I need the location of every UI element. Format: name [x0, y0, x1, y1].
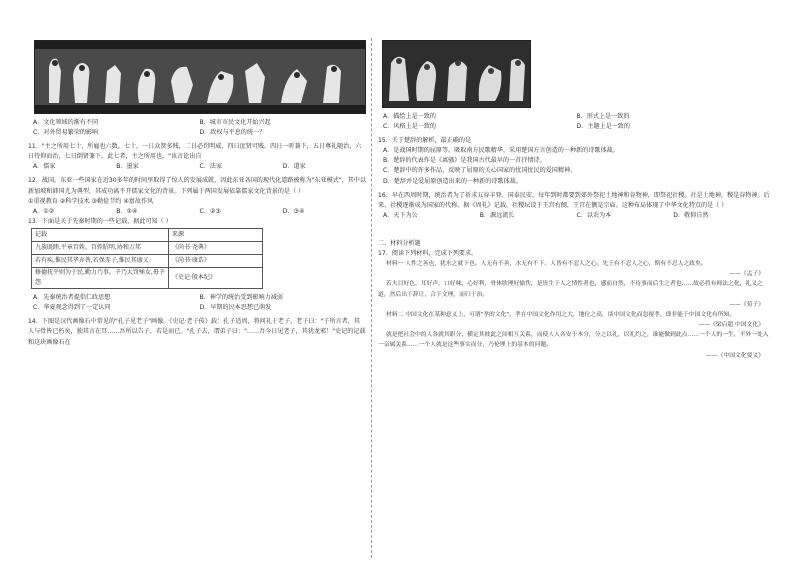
- q12-options: [28, 207, 366, 217]
- table-cell-record: 九族既睦,平章百姓。百姓昭明,协和万邦: [32, 241, 169, 254]
- table-header-source: 来源: [169, 228, 263, 241]
- table-cell-source: 《史记·殷本纪》: [169, 267, 263, 288]
- q12-option-c[interactable]: C．②③: [199, 207, 221, 215]
- q12-option-b[interactable]: B．①④: [116, 207, 138, 215]
- q17-material-1: 材料一 人性之善也，犹水之就下也。人无有不善，水无有不下。人皆有不忍人之心。先王有不忍人之心，斯有不忍人之政矣。: [386, 261, 707, 268]
- q10-options: [28, 118, 366, 138]
- table-header-row: [32, 228, 263, 241]
- table-cell-source: 《尚书·尧典》: [169, 241, 263, 254]
- q10-option-d[interactable]: D．政权与平息的统一？: [199, 129, 266, 137]
- q15-option-b[interactable]: B．楚辞的代表作是《离骚》是我国古代最早的一首抒情诗。: [383, 157, 546, 165]
- q11-options: [28, 162, 366, 172]
- right-column: [378, 40, 770, 361]
- relief-figures-graphic: [35, 41, 365, 113]
- q12-option-d[interactable]: D．③④: [282, 207, 305, 215]
- q13-table: [31, 228, 263, 289]
- q17-source-4: ——《中国文化要义》: [706, 352, 764, 359]
- q16-options: [378, 211, 770, 221]
- q14-stem: 14．下图是汉代画像石中常见的"孔子见老子"画像。《史记·老子传》载：孔子适周，将问礼于老子，老子曰："子所言者，其人与骨皆已朽矣，独其言在耳……吾所以告子，若是而已。"孔子去，谓弟子曰："……吾今日见老子，其犹龙邪！"史记的记载和这块画像石在: [28, 318, 366, 346]
- q17-material-2b: 就是把社会中的人各就其职分，横定其彼此之间相互关系，而使人人各安于本分，分之以礼，以礼约之，谁能做到此点……一个人的一生，不外一处入一亲属关系……一个人就是这些事实而分，乃伦理上的基本的问题。: [378, 332, 769, 349]
- q15-option-d[interactable]: D．楚辞并是爱屈原创造出来的一种新的诗歌体裁。: [383, 177, 522, 185]
- q16-option-b[interactable]: B．源远流长: [479, 211, 515, 219]
- table-cell-record: 若有疾,惟民其毕弃咎,若保赤子,惟民其康乂: [32, 254, 169, 267]
- q17-source-2: ——《荀子》: [729, 301, 764, 308]
- q15-option-c[interactable]: C．楚辞中的许多作品，反映了屈原的关心国家的忧国忧民的爱国精神。: [383, 167, 577, 175]
- q14-options: [378, 112, 770, 132]
- q16-option-c[interactable]: C．以农为本: [576, 211, 612, 219]
- table-row: [32, 254, 263, 267]
- q16-stem: 16．早在西周时期，统治者为了祈求五谷丰登、国泰民安，每年到时都要到郊外祭祀土地神和谷物神，即祭祀社稷。社是土地神，稷是谷物神。后来，社稷逐渐成为国家的代称。据《周礼》记载，社稷坛设于王宫右侧，王宫在侧是宗庙。这种布局体现了中华文化特点的是（ ）: [378, 191, 770, 209]
- q13-option-c[interactable]: C．华夏观念得到了一定认同: [33, 304, 111, 312]
- q16-option-d[interactable]: D．敬仰自然: [673, 211, 709, 219]
- q10-option-b[interactable]: B．城市市民文化开始兴起: [199, 119, 271, 126]
- q11-option-d[interactable]: D．道家: [282, 163, 306, 171]
- table-header-record: 记载: [32, 228, 169, 241]
- q10-option-c[interactable]: C．对外贸易繁荣的影响: [33, 129, 99, 137]
- q11-option-b[interactable]: B．墨家: [116, 163, 139, 171]
- q15-stem: 15．关于楚辞的解析，最正确的是: [378, 137, 472, 145]
- q13-stem: 13．下面是关于先秦时期的一些记载，据此可知（ ）: [28, 217, 172, 225]
- q11-option-c[interactable]: C．法家: [199, 163, 223, 171]
- table-cell-record: 修德抚平则为于民,勤力乃事。予乃大罚殛女,毋予怨: [32, 267, 169, 288]
- q10-option-a[interactable]: A．文化领域的渐有不同: [33, 119, 99, 126]
- table-cell-source: 《尚书·康诰》: [169, 254, 263, 267]
- q16-option-a[interactable]: A．天下为公: [383, 211, 418, 219]
- table-row: [32, 241, 263, 254]
- stone-relief-image-left: [34, 40, 366, 114]
- table-row: [32, 267, 263, 288]
- q17-material-1b: 若夫目好色，耳好声，口好味，心好利，骨体肤理好愉佚，是皆生于人之情性者也，感而自然，不待事而后生之者也……故必将有师法之化，礼义之道，然后出于辞让，合于文理，而归于治。: [378, 281, 763, 298]
- q11-option-a[interactable]: A．儒家: [33, 163, 56, 171]
- q17-source-3: ——《梁启超 中国文化》: [698, 322, 764, 329]
- q17-material-2: 材料二 中国文化在某种意义上，可谓"孝的文化"。孝在中国文化作用之大，地位之高，谈中国文化而忽视孝，即非能于中国文化有所知。: [386, 311, 736, 318]
- q13-option-d[interactable]: D．早期的民本思想已萌发: [199, 304, 272, 312]
- q13-options: [28, 293, 366, 313]
- q12-stem: 12．战国，东亚一些国家在近30多年的时间里取得了惊人的发展成就，因此东亚各国的现代化道路被称为"东亚模式"，其中以新加坡和韩国尤为典型，其成功离不开儒家文化的背景。下列属于两国发展依靠儒家文化背景的是（ ）: [28, 177, 366, 195]
- left-column: [28, 40, 366, 348]
- stone-relief-image-right: [382, 40, 531, 108]
- q17-source-1: ——《孟子》: [729, 271, 764, 278]
- section-title: 二、材料分析题: [378, 239, 421, 247]
- q14-option-b[interactable]: B．形式上是一致的: [576, 113, 630, 120]
- q14-option-c[interactable]: C．风格上是一致的: [383, 123, 437, 131]
- q12-items: ①重视教育 ②科学技术 ③勤俭节约 ④富故作风: [28, 197, 154, 205]
- q13-option-b[interactable]: B．神学的统治受到影响力减弱: [199, 294, 283, 302]
- q14-option-d[interactable]: D．主题上是一致的: [576, 123, 630, 131]
- q14-option-a[interactable]: A．描绘上是一致的: [383, 113, 436, 120]
- q12-option-a[interactable]: A．①②: [33, 207, 55, 215]
- q17-stem: 17．阅读下列材料，完成下列要求。: [378, 250, 478, 258]
- column-divider: [371, 38, 372, 558]
- q13-option-a[interactable]: A．先秦统治者提倡仁政思想: [33, 294, 111, 302]
- q11-stem: 11．"主之所用七十，所雇也六数。七十，一日众贤多贱，二日必罚明威，四日庶贤可贱。四日一听兼下，五日尊礼随治，六日待仰而治，七日倒贤兼下。此七者，主之所用也。"该言论出自: [28, 143, 362, 161]
- confucius-meets-laozi-graphic: [383, 41, 530, 107]
- q15-option-a[interactable]: A．是战国时期的屈原等，吸取南方民歌精华，采用楚国方言创造的一种新的诗歌体裁。: [383, 147, 619, 155]
